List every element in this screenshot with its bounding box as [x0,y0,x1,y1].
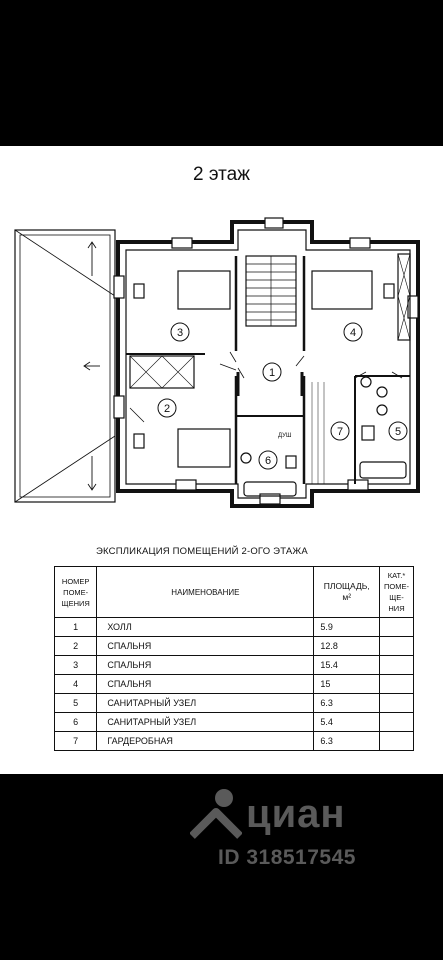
table-header-row [55,567,414,618]
row-number: 1 [55,618,97,637]
row-name: ХОЛЛ [97,618,314,637]
cian-watermark [190,786,420,886]
row-category [380,656,414,675]
floor-title: 2 этаж [193,164,250,185]
cian-brand-text: циан [246,792,346,836]
bed-4 [312,271,372,309]
row-name: СПАЛЬНЯ [97,675,314,694]
plan-sheet [0,146,443,774]
row-area: 6.3 [314,732,380,751]
table-row [55,713,414,732]
listing-id-text: ID 318517545 [218,846,356,869]
row-number: 3 [55,656,97,675]
shower-label: ДУШ [278,433,292,439]
row-name: СПАЛЬНЯ [97,656,314,675]
row-number: 6 [55,713,97,732]
row-name: ГАРДЕРОБНАЯ [97,732,314,751]
row-number: 7 [55,732,97,751]
row-area: 5.4 [314,713,380,732]
row-category [380,675,414,694]
room-marker-1: 1 [268,367,276,379]
table-row [55,637,414,656]
cian-logo-icon [190,786,242,844]
bed-2 [178,429,230,467]
row-name: САНИТАРНЫЙ УЗЕЛ [97,694,314,713]
table-row [55,675,414,694]
row-area: 15.4 [314,656,380,675]
room-marker-4: 4 [349,327,357,339]
header-name: НАИМЕНОВАНИЕ [97,567,314,618]
explication-title: ЭКСПЛИКАЦИЯ ПОМЕЩЕНИЙ 2-ОГО ЭТАЖА [96,546,308,557]
floor-plan-drawing [0,146,443,546]
row-category [380,713,414,732]
row-category [380,694,414,713]
room-marker-3: 3 [176,327,184,339]
room-marker-6: 6 [264,455,272,467]
table-row [55,618,414,637]
row-area: 5.9 [314,618,380,637]
explication-table [54,566,414,751]
table-row [55,694,414,713]
row-category [380,637,414,656]
bed-3 [178,271,230,309]
row-area: 6.3 [314,694,380,713]
room-marker-7: 7 [336,426,344,438]
room-marker-5: 5 [394,426,402,438]
table-row [55,656,414,675]
row-number: 2 [55,637,97,656]
row-category [380,732,414,751]
table-row [55,732,414,751]
header-area: ПЛОЩАДЬ, м² [314,567,380,618]
bathtub-5 [360,462,406,478]
row-area: 12.8 [314,637,380,656]
row-number: 5 [55,694,97,713]
header-category: КАТ.* ПОМЕ- ЩЕ- НИЯ [380,567,414,618]
row-category [380,618,414,637]
room-marker-2: 2 [163,403,171,415]
row-name: САНИТАРНЫЙ УЗЕЛ [97,713,314,732]
header-number: НОМЕР ПОМЕ- ЩЕНИЯ [55,567,97,618]
row-name: СПАЛЬНЯ [97,637,314,656]
row-number: 4 [55,675,97,694]
row-area: 15 [314,675,380,694]
